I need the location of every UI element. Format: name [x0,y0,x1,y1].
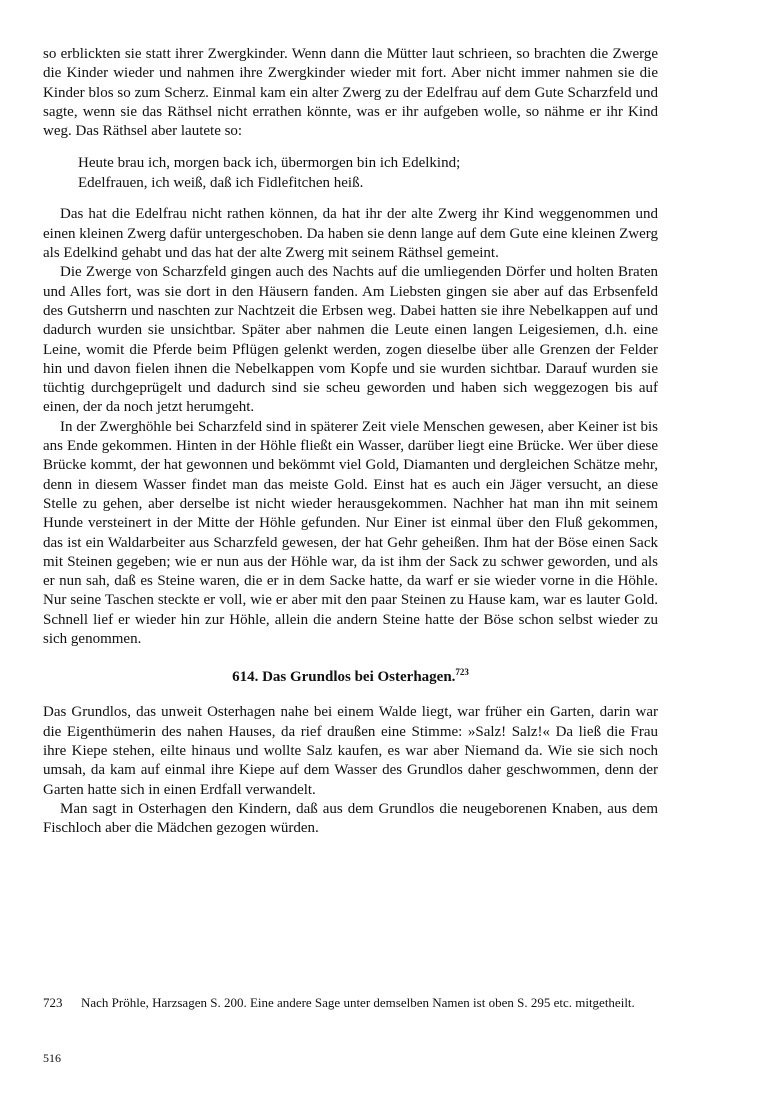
paragraph-zwerghoehle: In der Zwerghöhle bei Scharzfeld sind in späterer Zeit viele Menschen gewesen, aber Keiner ist bis ans Ende gekommen. Hinten in der Höhle fließt ein Wasser, darüber liegt eine Brücke. Wer über diese Brücke kommt, der hat gewonnen und bekömmt viel Gold, Diamanten und dergleichen Schätze mehr, denn in diesem Wasser findet man das meiste Gold. Einst hat es auch ein Jäger versucht, an diese Stelle zu gehen, aber derselbe ist nicht wieder herausgekommen. Nachher hat man ihn mit seinem Hunde versteinert in der Mitte der Höhle gefunden. Nur Einer ist einmal über den Fluß gekommen, das ist ein Waldarbeiter aus Scharzfeld gewesen, der hat Gehr geheißen. Ihm hat der Böse einen Sack mit Steinen gegeben; wie er nun aus der Höhle war, da ist ihm der Sack zu schwer geworden, und als er nun sah, daß es Steine waren, die er in dem Sacke hatte, da warf er sie wieder vorne in die Höhle. Nur seine Taschen steckte er voll, wie er aber mit den paar Steinen zu Hause kam, war es lauter Gold. Schnell lief er wieder hin zur Höhle, allein die andern Steine hatte der Böse schon selbst wieder zu sich genommen. [43,418,658,648]
paragraph-grundlos: Das Grundlos, das unweit Osterhagen nahe bei einem Walde liegt, war früher ein Garten, darin war die Eigenthümerin des nahen Hauses, da rief draußen eine Stimme: »Salz! Salz!« Da ließ die Frau ihre Kiepe stehen, eilte hinaus und wollte Salz kaufen, es war aber Niemand da. Wie sie sich noch umsah, da kam auf einmal ihre Kiepe auf dem Wasser des Grundlos daher geschwommen, denn der Garten hatte sich in einen Erdfall verwandelt. [43,704,658,798]
footnote [43,994,658,1011]
paragraph-zwerge-scharzfeld: Die Zwerge von Scharzfeld gingen auch des Nachts auf die umliegenden Dörfer und holten Braten und Alles fort, was sie dort in den Häusern fanden. Am Liebsten gingen sie aber auf das Erbsenfeld des Gutsherrn und naschten zur Nachtzeit die Erbsen weg. Dabei hatten sie ihre Nebelkappen auf und dadurch wurden sie unsichtbar. Später aber nahmen die Leute einen langen Leigesiemen, d.h. eine Leine, womit die Pferde beim Pflügen gelenkt werden, zogen dieselbe über alle Grenzen der Felder hin und davon fielen ihnen die Nebelkappen vom Kopfe und sie wurden sichtbar. Darauf wurden sie tüchtig durchgeprügelt und dadurch sind sie scheu geworden und haben sich weggezogen bis auf einen, der da noch jetzt herumgeht. [43,264,658,416]
section-heading [43,667,658,687]
footnote-text: Nach Pröhle, Harzsagen S. 200. Eine andere Sage unter demselben Namen ist oben S. 295 etc. mitgetheilt. [81,995,635,1010]
paragraph-osterhagen-kinder: Man sagt in Osterhagen den Kindern, daß aus dem Grundlos die neugeborenen Knaben, aus dem Fischloch aber die Mädchen gezogen würden. [43,800,658,837]
poem-line-2: Edelfrauen, ich weiß, daß ich Fidlefitchen heiß. [78,175,364,192]
page-body [43,45,658,838]
section-heading-text: 614. Das Grundlos bei Osterhagen. [232,669,456,686]
page-number: 516 [43,1051,61,1065]
paragraph-edelfrau: Das hat die Edelfrau nicht rathen können, da hat ihr der alte Zwerg ihr Kind weggenommen und einen kleinen Zwerg dafür untergeschoben. Da haben sie denn lange auf dem Gute eine kleinen Zwerg als Edelkind gehabt und das hat der alte Zwerg mit seinem Räthsel gemeint. [43,206,658,262]
footnote-number: 723 [43,995,63,1010]
riddle-poem [78,153,658,193]
paragraph-intro: so erblickten sie statt ihrer Zwergkinder. Wenn dann die Mütter laut schrieen, so brachten die Zwerge die Kinder wieder und nahmen ihre Zwergkinder wieder mit fort. Aber nicht immer nahmen sie die Kinder blos so zum Scherz. Einmal kam ein alter Zwerg zu der Edelfrau auf dem Gute Scharzfeld und sagte, wenn sie das Räthsel nicht errathen könnte, was er ihr aufgeben wolle, so nähme er ihr Kind weg. Das Räthsel aber lautete so: [43,46,658,140]
poem-line-1: Heute brau ich, morgen back ich, übermorgen bin ich Edelkind; [78,155,461,172]
footnote-reference[interactable]: 723 [455,667,469,678]
